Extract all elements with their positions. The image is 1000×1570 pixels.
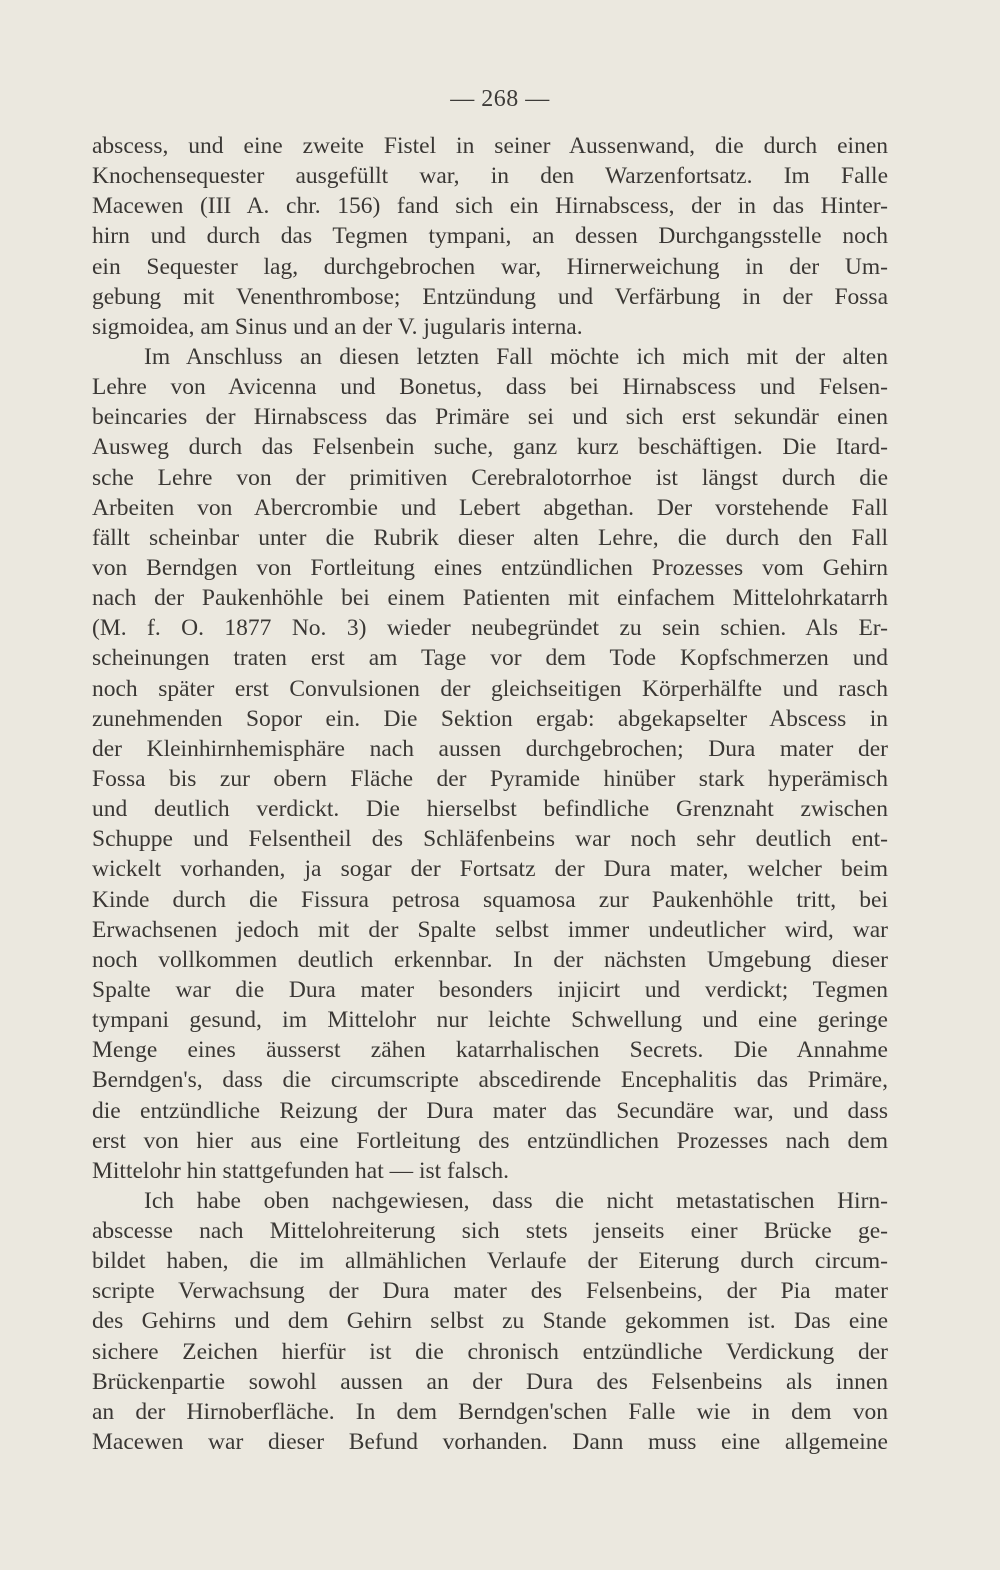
text-line: Fossa bis zur obern Fläche der Pyramide hinüber stark hyperämisch	[92, 765, 888, 792]
text-line: und deutlich verdickt. Die hierselbst befindliche Grenznaht zwischen	[92, 796, 888, 823]
text-line: die entzündliche Reizung der Dura mater das Secundäre war, und dass	[92, 1097, 888, 1124]
text-line: ein Sequester lag, durchgebrochen war, Hirnerweichung in der Um-	[92, 253, 888, 280]
text-line: Ausweg durch das Felsenbein suche, ganz kurz beschäftigen. Die Itard-	[92, 434, 888, 461]
text-line: an der Hirnoberfläche. In dem Berndgen'schen Falle wie in dem von	[92, 1398, 888, 1425]
text-line: Erwachsenen jedoch mit der Spalte selbst immer undeutlicher wird, war	[92, 916, 888, 943]
text-line: der Kleinhirnhemisphäre nach aussen durchgebrochen; Dura mater der	[92, 735, 888, 762]
text-line: sichere Zeichen hierfür ist die chronisch entzündliche Verdickung der	[92, 1338, 888, 1365]
body-text	[92, 131, 888, 1457]
text-line: beincaries der Hirnabscess das Primäre sei und sich erst sekundär einen	[92, 404, 888, 431]
text-line: Im Anschluss an diesen letzten Fall möchte ich mich mit der alten	[144, 343, 888, 370]
text-line: Macewen (III A. chr. 156) fand sich ein Hirnabscess, der in das Hinter-	[92, 193, 888, 220]
text-line: von Berndgen von Fortleitung eines entzündlichen Prozesses vom Gehirn	[92, 554, 888, 581]
text-line: bildet haben, die im allmählichen Verlaufe der Eiterung durch circum-	[92, 1248, 888, 1275]
text-line: Macewen war dieser Befund vorhanden. Dann muss eine allgemeine	[92, 1429, 888, 1456]
text-line: Mittelohr hin stattgefunden hat — ist falsch.	[92, 1157, 510, 1184]
text-line: Arbeiten von Abercrombie und Lebert abgethan. Der vorstehende Fall	[92, 494, 888, 521]
text-line: Ich habe oben nachgewiesen, dass die nicht metastatischen Hirn-	[144, 1187, 888, 1214]
page-number: — 268 —	[450, 86, 550, 112]
text-line: abscesse nach Mittelohreiterung sich stets jenseits einer Brücke ge-	[92, 1218, 888, 1245]
text-line: des Gehirns und dem Gehirn selbst zu Stande gekommen ist. Das eine	[92, 1308, 888, 1335]
text-line: fällt scheinbar unter die Rubrik dieser alten Lehre, die durch den Fall	[92, 524, 888, 551]
text-line: hirn und durch das Tegmen tympani, an dessen Durchgangsstelle noch	[92, 223, 888, 250]
text-line: tympani gesund, im Mittelohr nur leichte Schwellung und eine geringe	[92, 1007, 888, 1034]
text-line: sche Lehre von der primitiven Cerebralotorrhoe ist längst durch die	[92, 464, 888, 491]
text-line: Brückenpartie sowohl aussen an der Dura des Felsenbeins als innen	[92, 1368, 888, 1395]
text-line: nach der Paukenhöhle bei einem Patienten mit einfachem Mittelohrkatarrh	[92, 585, 888, 612]
text-line: (M. f. O. 1877 No. 3) wieder neubegründet zu sein schien. Als Er-	[92, 615, 888, 642]
text-line: Knochensequester ausgefüllt war, in den Warzenfortsatz. Im Falle	[92, 163, 888, 190]
text-line: abscess, und eine zweite Fistel in seiner Aussenwand, die durch einen	[92, 133, 888, 159]
text-line: scheinungen traten erst am Tage vor dem Tode Kopfschmerzen und	[92, 645, 888, 672]
text-line: gebung mit Venenthrombose; Entzündung und Verfärbung in der Fossa	[92, 283, 888, 310]
text-line: noch vollkommen deutlich erkennbar. In der nächsten Umgebung dieser	[92, 946, 888, 973]
text-line: Menge eines äusserst zähen katarrhalischen Secrets. Die Annahme	[92, 1037, 888, 1064]
text-line: erst von hier aus eine Fortleitung des entzündlichen Prozesses nach dem	[92, 1127, 888, 1154]
text-line: Lehre von Avicenna und Bonetus, dass bei Hirnabscess und Felsen-	[92, 374, 888, 401]
text-line: Berndgen's, dass die circumscripte abscedirende Encephalitis das Primäre,	[92, 1067, 888, 1094]
text-line: scripte Verwachsung der Dura mater des Felsenbeins, der Pia mater	[92, 1278, 888, 1305]
text-line: wickelt vorhanden, ja sogar der Fortsatz der Dura mater, welcher beim	[92, 856, 888, 883]
text-line: zunehmenden Sopor ein. Die Sektion ergab: abgekapselter Abscess in	[92, 705, 888, 732]
text-line: Schuppe und Felsentheil des Schläfenbeins war noch sehr deutlich ent-	[92, 826, 888, 853]
text-line: sigmoidea, am Sinus und an der V. jugularis interna.	[92, 313, 583, 340]
text-line: Spalte war die Dura mater besonders injicirt und verdickt; Tegmen	[92, 976, 888, 1003]
text-line: noch später erst Convulsionen der gleichseitigen Körperhälfte und rasch	[92, 675, 888, 702]
text-line: Kinde durch die Fissura petrosa squamosa zur Paukenhöhle tritt, bei	[92, 886, 888, 913]
